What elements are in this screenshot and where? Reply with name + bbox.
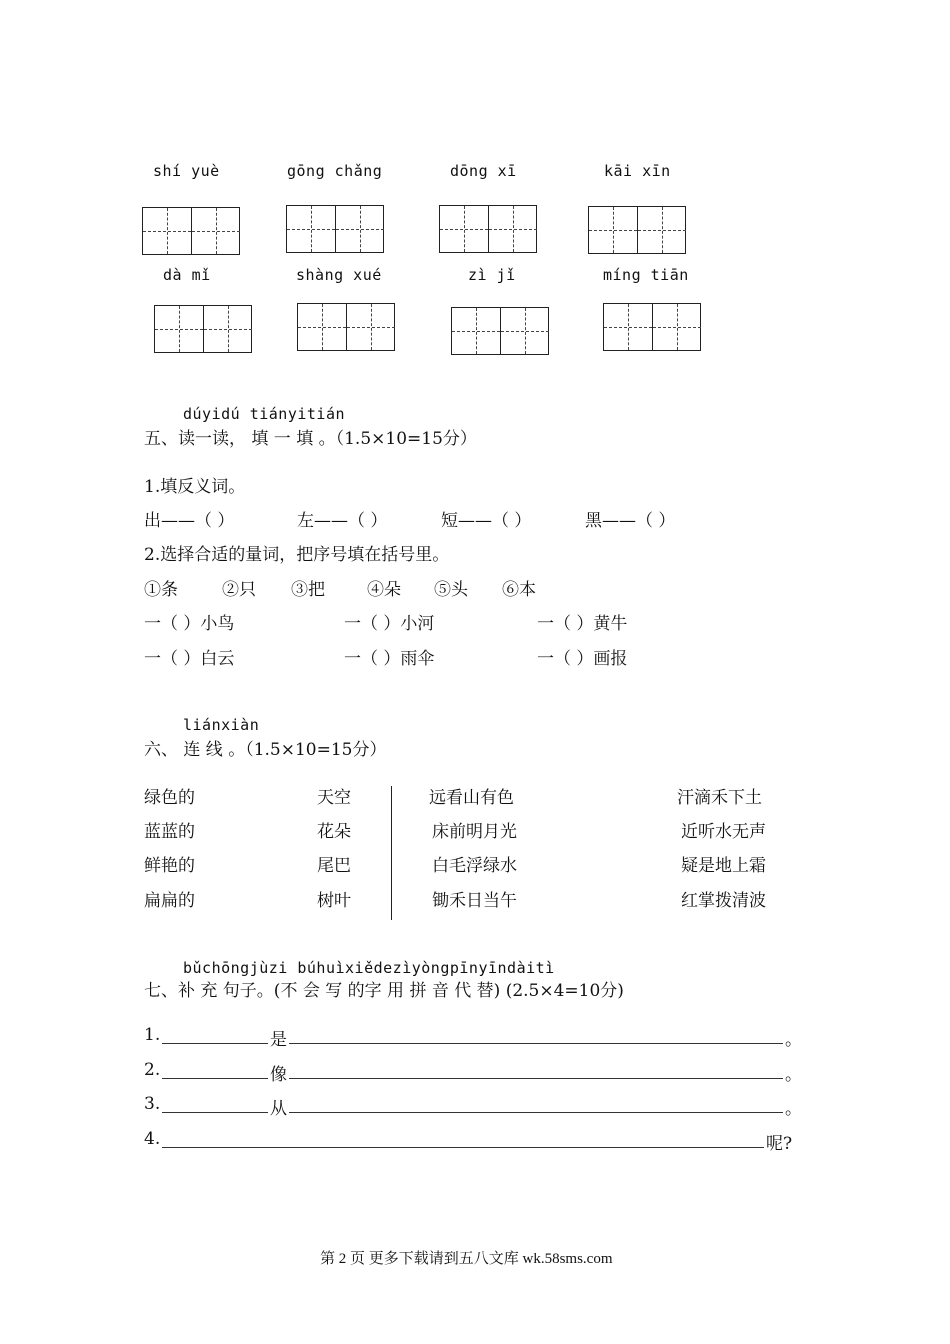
sentence-keyword: 从 [270, 1099, 287, 1119]
measure-fill-item[interactable]: 一（ ）黄牛 [537, 614, 628, 634]
q2-label: 2.选择合适的量词，把序号填在括号里。 [144, 545, 450, 565]
poem-line-right[interactable]: 汗滴禾下土 [677, 788, 762, 808]
sentence-number: 4. [144, 1129, 161, 1149]
sentence-keyword: 像 [270, 1065, 287, 1085]
writing-box[interactable] [286, 205, 384, 253]
pinyin-label: shí yuè [153, 162, 220, 180]
writing-box[interactable] [603, 303, 701, 351]
poem-line-left[interactable]: 锄禾日当午 [432, 891, 517, 911]
option-item: ①条 [144, 580, 178, 600]
writing-box[interactable] [439, 205, 537, 253]
blank-line[interactable] [289, 1078, 783, 1079]
section6-title: 六、 连 线 。（1.5×10=15分） [144, 740, 387, 760]
sentence-end: 。 [785, 1099, 802, 1119]
match-right-word[interactable]: 树叶 [317, 891, 351, 911]
writing-box[interactable] [451, 307, 549, 355]
blank-line[interactable] [289, 1112, 783, 1113]
pinyin-label: kāi xīn [604, 162, 671, 180]
writing-box[interactable] [142, 207, 240, 255]
pinyin-label: dōng xī [450, 162, 517, 180]
poem-line-left[interactable]: 白毛浮绿水 [432, 856, 517, 876]
sentence-number: 2. [144, 1060, 161, 1080]
antonym-item[interactable]: 出——（ ） [144, 511, 235, 531]
sentence-keyword: 是 [270, 1030, 287, 1050]
section5-pinyin: dúyidú tiányitián [183, 405, 346, 423]
q1-label: 1.填反义词。 [144, 477, 246, 497]
option-item: ③把 [291, 580, 325, 600]
poem-line-left[interactable]: 远看山有色 [429, 788, 514, 808]
sentence-end: 。 [785, 1065, 802, 1085]
option-item: ④朵 [367, 580, 401, 600]
blank-line[interactable] [162, 1078, 268, 1079]
pinyin-label: dà mǐ [163, 266, 211, 284]
sentence-end: 。 [785, 1030, 802, 1050]
blank-line[interactable] [162, 1112, 268, 1113]
poem-line-right[interactable]: 红掌拨清波 [681, 891, 766, 911]
sentence-number: 1. [144, 1025, 161, 1045]
section6-pinyin: liánxiàn [183, 716, 260, 734]
column-divider [391, 786, 392, 920]
pinyin-label: míng tiān [603, 266, 689, 284]
antonym-item[interactable]: 左——（ ） [297, 511, 388, 531]
section5-title: 五、读一读， 填 一 填 。（1.5×10=15分） [144, 429, 477, 449]
option-item: ⑤头 [434, 580, 468, 600]
option-item: ⑥本 [502, 580, 536, 600]
measure-fill-item[interactable]: 一（ ）画报 [537, 649, 628, 669]
antonym-item[interactable]: 短——（ ） [441, 511, 532, 531]
match-left-word[interactable]: 鲜艳的 [144, 856, 195, 876]
page-footer: 第 2 页 更多下载请到五八文库 wk.58sms.com [320, 1251, 613, 1267]
writing-box[interactable] [297, 303, 395, 351]
match-left-word[interactable]: 扁扁的 [144, 891, 195, 911]
match-left-word[interactable]: 蓝蓝的 [144, 822, 195, 842]
poem-line-right[interactable]: 近听水无声 [681, 822, 766, 842]
sentence-end: 呢? [766, 1134, 793, 1154]
poem-line-right[interactable]: 疑是地上霜 [681, 856, 766, 876]
antonym-item[interactable]: 黑——（ ） [585, 511, 676, 531]
option-item: ②只 [222, 580, 256, 600]
section7-pinyin: bǔchōngjùzi búhuìxiědezìyòngpīnyīndàitì [183, 959, 555, 977]
sentence-number: 3. [144, 1094, 161, 1114]
match-right-word[interactable]: 天空 [317, 788, 351, 808]
match-left-word[interactable]: 绿色的 [144, 788, 195, 808]
pinyin-label: shàng xué [296, 266, 382, 284]
measure-fill-item[interactable]: 一（ ）小鸟 [144, 614, 235, 634]
match-right-word[interactable]: 花朵 [317, 822, 351, 842]
blank-line[interactable] [289, 1043, 783, 1044]
blank-line[interactable] [162, 1147, 764, 1148]
pinyin-label: gōng chǎng [287, 162, 383, 180]
section7-title: 七、补 充 句子。(不 会 写 的字 用 拼 音 代 替) (2.5×4=10分) [144, 981, 624, 1001]
measure-fill-item[interactable]: 一（ ）白云 [144, 649, 235, 669]
measure-fill-item[interactable]: 一（ ）小河 [344, 614, 435, 634]
writing-box[interactable] [588, 206, 686, 254]
writing-box[interactable] [154, 305, 252, 353]
match-right-word[interactable]: 尾巴 [317, 856, 351, 876]
measure-fill-item[interactable]: 一（ ）雨伞 [344, 649, 435, 669]
pinyin-label: zì jǐ [468, 266, 516, 284]
blank-line[interactable] [162, 1043, 268, 1044]
poem-line-left[interactable]: 床前明月光 [432, 822, 517, 842]
